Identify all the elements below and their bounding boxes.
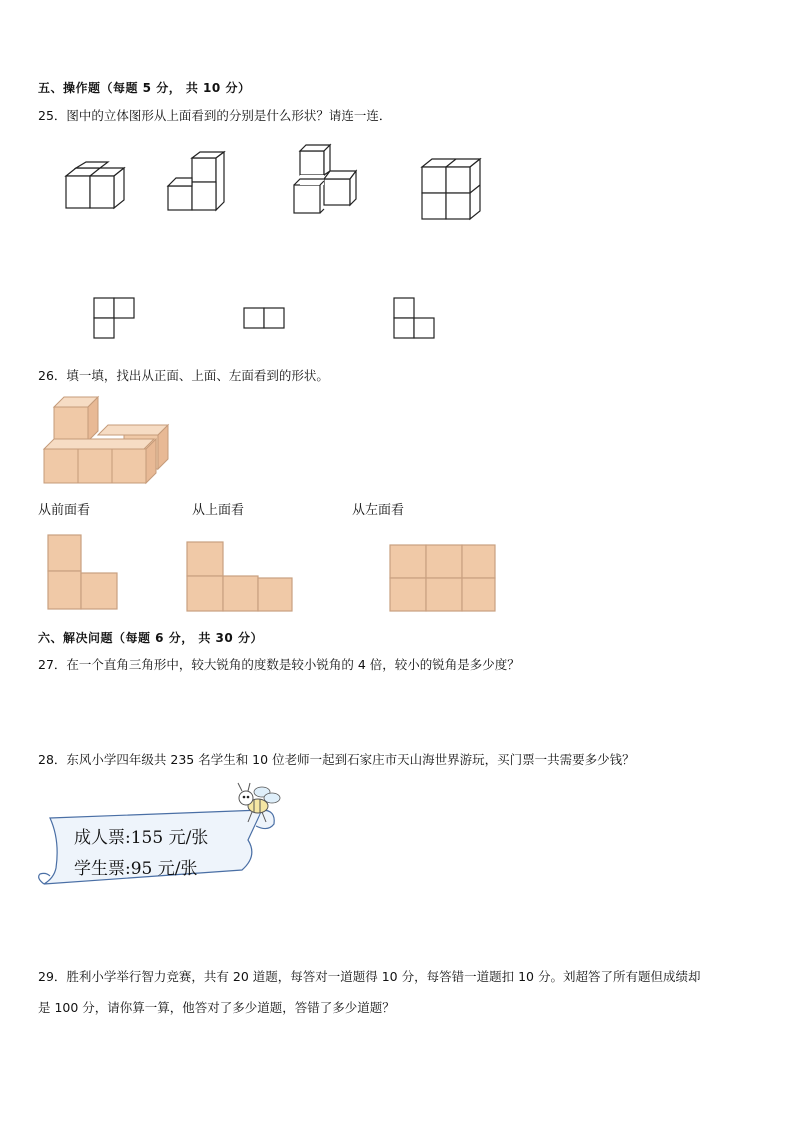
top-view-shape (186, 541, 294, 613)
top-view-shape-1 (93, 297, 138, 342)
bee-mascot-icon (228, 780, 284, 828)
question-25: 25．图中的立体图形从上面看到的分别是什么形状？请连一连． (38, 108, 392, 123)
student-ticket-price: 学生票:95 元/张 (74, 859, 198, 879)
solid-figure-4 (418, 155, 488, 223)
top-view-shape-3 (393, 297, 438, 342)
front-view-shape (47, 534, 119, 612)
solid-figure-1 (60, 160, 130, 215)
top-view-shape-2 (243, 307, 288, 332)
view-label-top: 从上面看 (192, 503, 245, 518)
question-28: 28．东风小学四年级共 235 名学生和 10 位老师一起到石家庄市天山海世界游玩，买门票一共需要多少钱？ (38, 752, 635, 767)
question-27: 27．在一个直角三角形中，较大锐角的度数是较小锐角的 4 倍，较小的锐角是多少度？ (38, 657, 520, 672)
section-title-5: 五、操作题（每题 5 分， 共 10 分） (38, 81, 251, 95)
question-29-line-1: 29．胜利小学举行智力竞赛，共有 20 道题，每答对一道题得 10 分，每答错一道题扣 10 分。刘超答了所有题但成绩却 (38, 969, 701, 984)
section-title-6: 六、解决问题（每题 6 分， 共 30 分） (38, 631, 263, 645)
view-label-left: 从左面看 (352, 503, 405, 518)
view-label-front: 从前面看 (38, 503, 91, 518)
solid-figure-2 (162, 150, 232, 215)
left-view-shape (389, 544, 497, 614)
question-29-line-2: 是 100 分，请你算一算，他答对了多少道题，答错了多少道题？ (38, 1000, 395, 1015)
question-26: 26．填一填，找出从正面、上面、左面看到的形状。 (38, 368, 329, 383)
solid-figure-3 (288, 143, 368, 215)
cube-stack-figure (42, 393, 172, 485)
adult-ticket-price: 成人票:155 元/张 (74, 828, 209, 848)
